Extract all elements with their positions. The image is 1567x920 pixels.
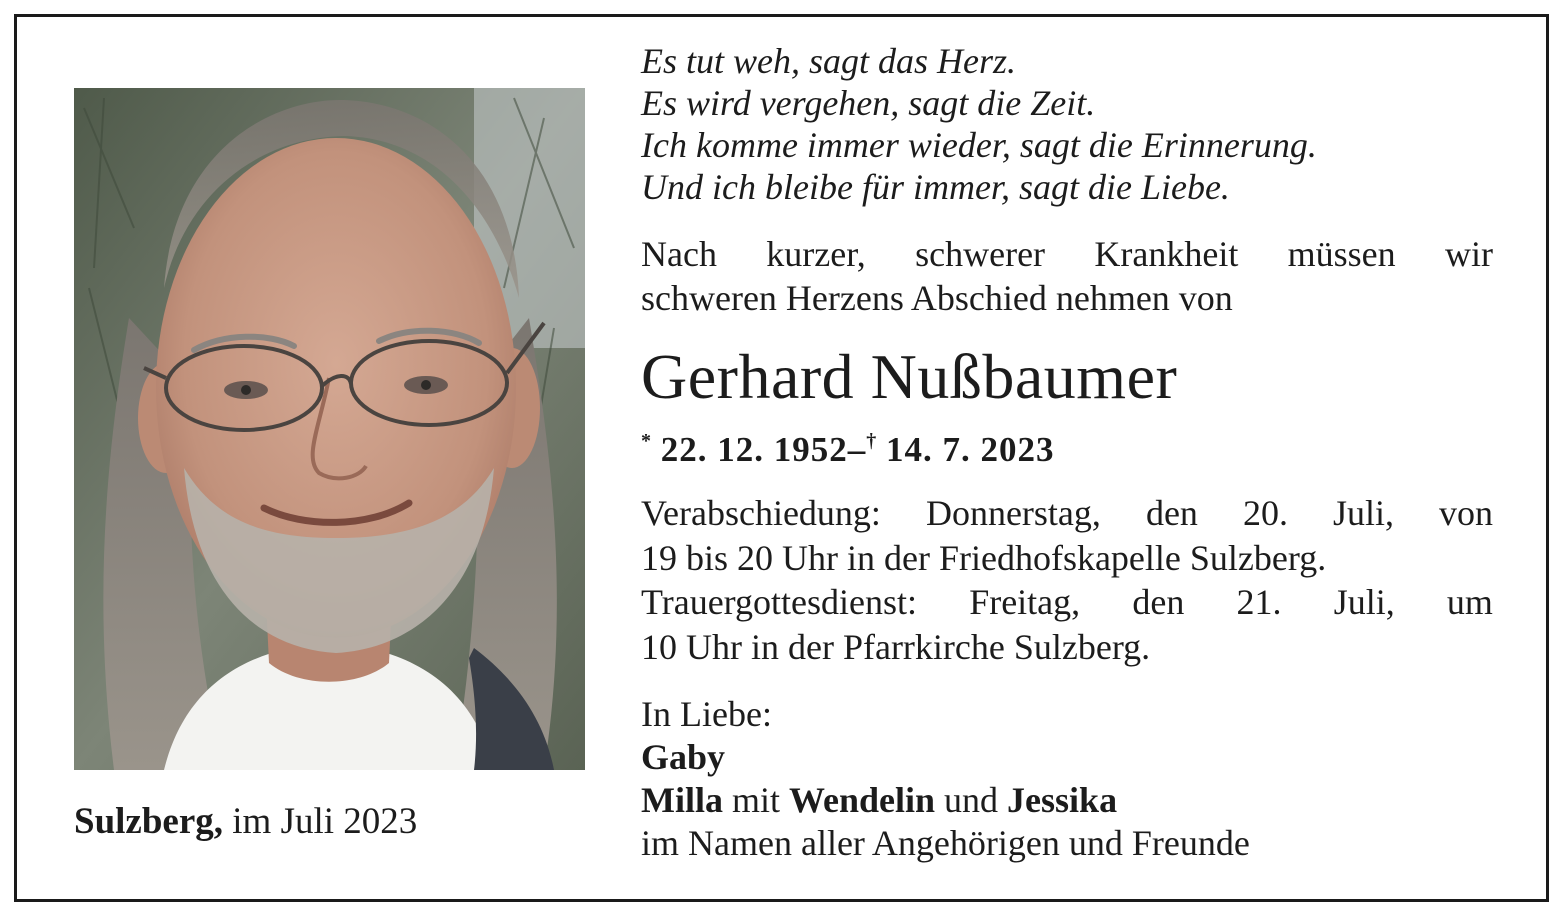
service-word: 20. (1242, 493, 1288, 533)
text-column (641, 40, 1493, 865)
family-connector: und (944, 780, 999, 820)
intro-line-1 (641, 232, 1493, 276)
service-word: von (1438, 493, 1493, 533)
service-word: Verabschiedung: (641, 493, 881, 533)
intro-word: kurzer, (766, 234, 866, 274)
intro-word: wir (1444, 234, 1493, 274)
portrait-illustration (74, 88, 585, 770)
service-line-3 (641, 580, 1493, 625)
service-word: um (1446, 582, 1493, 622)
place-name: Sulzberg, (74, 801, 224, 842)
poem-line: Und ich bleibe für immer, sagt die Liebe. (641, 167, 1230, 207)
service-line-1 (641, 491, 1493, 536)
portrait-photo (74, 88, 585, 770)
family-connector: mit (731, 780, 780, 820)
deceased-name: Gerhard Nußbaumer (641, 341, 1178, 412)
service-word: den (1132, 582, 1185, 622)
family-name: Wendelin (789, 780, 936, 820)
service-word: Freitag, (969, 582, 1081, 622)
family-name: Gaby (641, 737, 726, 777)
place-date: im Juli 2023 (232, 801, 418, 842)
service-line-4: 10 Uhr in der Pfarrkirche Sulzberg. (641, 626, 1151, 667)
death-date: 14. 7. 2023 (886, 430, 1055, 469)
family-name: Jessika (1007, 780, 1118, 820)
service-line-2: 19 bis 20 Uhr in der Friedhofskapelle Sulzberg. (641, 537, 1327, 578)
family-closing: im Namen aller Angehörigen und Freunde (641, 823, 1250, 863)
place-date-line (74, 800, 417, 844)
family-list (641, 693, 1493, 865)
intro-text (641, 232, 1493, 320)
intro-word: müssen (1287, 234, 1396, 274)
family-line (641, 779, 1493, 822)
family-heading: In Liebe: (641, 694, 772, 734)
service-word: 21. (1236, 582, 1282, 622)
service-word: Trauergottesdienst: (641, 582, 917, 622)
service-word: Donnerstag, (925, 493, 1101, 533)
service-word: den (1145, 493, 1198, 533)
service-word: Juli, (1332, 493, 1394, 533)
service-info (641, 491, 1493, 669)
intro-word: schwerer (915, 234, 1046, 274)
intro-word: Krankheit (1094, 234, 1239, 274)
death-symbol: † (866, 430, 877, 452)
service-word: Juli, (1333, 582, 1395, 622)
birth-symbol: * (641, 430, 651, 452)
poem (641, 40, 1493, 208)
intro-word: Nach (641, 234, 717, 274)
date-separator: – (847, 430, 867, 469)
poem-line: Ich komme immer wieder, sagt die Erinnerung. (641, 125, 1317, 165)
birth-date: 22. 12. 1952 (660, 430, 848, 469)
poem-line: Es tut weh, sagt das Herz. (641, 41, 1017, 81)
poem-line: Es wird vergehen, sagt die Zeit. (641, 83, 1096, 123)
life-dates (641, 420, 1493, 471)
intro-line-2: schweren Herzens Abschied nehmen von (641, 278, 1233, 318)
family-name: Milla (641, 780, 723, 820)
